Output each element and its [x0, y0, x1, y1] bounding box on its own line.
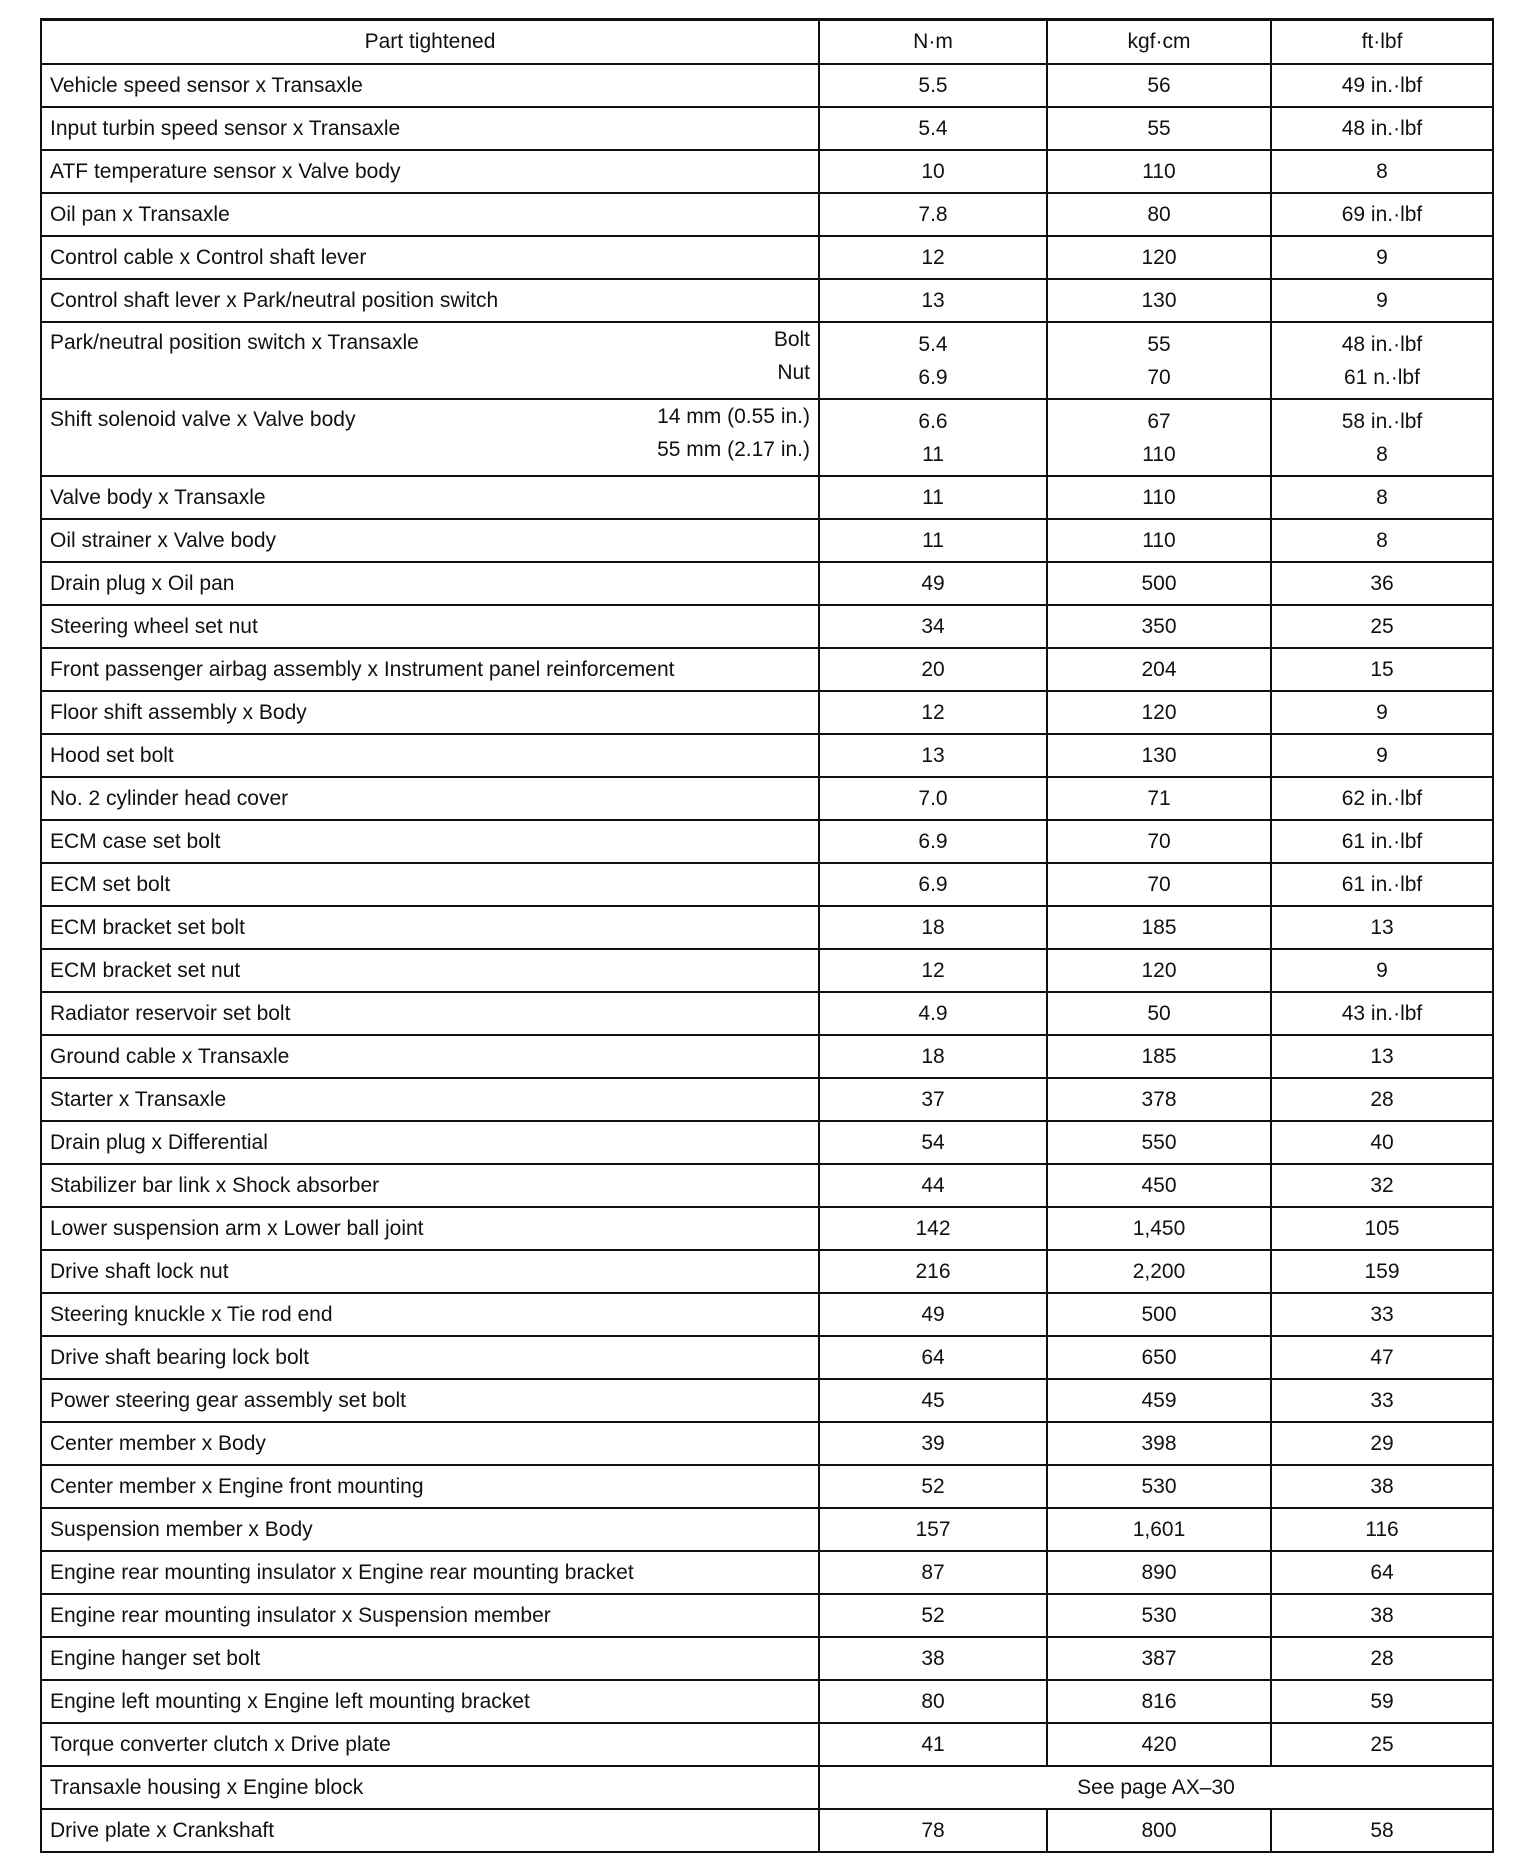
- value-cell-kgf: 420: [1047, 1723, 1271, 1766]
- value-cell-nm: 5.4: [819, 107, 1047, 150]
- value-cell-kgf: 120: [1047, 691, 1271, 734]
- table-row: [41, 1551, 1493, 1594]
- table-row: [41, 476, 1493, 519]
- value-cell-ft: 40: [1271, 1121, 1493, 1164]
- table-row: [41, 820, 1493, 863]
- value-cell-nm: 80: [819, 1680, 1047, 1723]
- header-nm: N·m: [819, 20, 1047, 65]
- value-cell-ft: 9: [1271, 734, 1493, 777]
- value-cell-ft: 43 in.·lbf: [1271, 992, 1493, 1035]
- part-cell: Engine left mounting x Engine left mounting bracket: [41, 1680, 819, 1723]
- value-cell-ft: 9: [1271, 691, 1493, 734]
- table-row: [41, 1680, 1493, 1723]
- value-cell-nm: [819, 399, 1047, 476]
- table-row: [41, 1594, 1493, 1637]
- value-cell-ft: 62 in.·lbf: [1271, 777, 1493, 820]
- table-row: [41, 64, 1493, 107]
- table-row: [41, 1035, 1493, 1078]
- value-cell-nm: 6.9: [819, 820, 1047, 863]
- value-cell-nm: 12: [819, 691, 1047, 734]
- value-cell-nm: 142: [819, 1207, 1047, 1250]
- header-part: Part tightened: [41, 20, 819, 65]
- value-cell-kgf: 55: [1047, 107, 1271, 150]
- part-cell: Power steering gear assembly set bolt: [41, 1379, 819, 1422]
- value-cell-nm: 78: [819, 1809, 1047, 1852]
- value-cell-kgf: 56: [1047, 64, 1271, 107]
- table-row: [41, 1637, 1493, 1680]
- table-row: [41, 1164, 1493, 1207]
- table-row: [41, 1121, 1493, 1164]
- value-cell-ft: 38: [1271, 1594, 1493, 1637]
- part-cell: Drain plug x Differential: [41, 1121, 819, 1164]
- value-cell-kgf: 130: [1047, 279, 1271, 322]
- part-cell: [41, 322, 819, 399]
- value-cell-nm: 7.0: [819, 777, 1047, 820]
- value-cell-kgf: 500: [1047, 1293, 1271, 1336]
- value-kgf: 70: [1147, 365, 1171, 389]
- part-cell: Drain plug x Oil pan: [41, 562, 819, 605]
- value-cell-kgf: 378: [1047, 1078, 1271, 1121]
- variant-label: Bolt: [773, 328, 810, 351]
- part-cell: Drive shaft bearing lock bolt: [41, 1336, 819, 1379]
- value-cell-nm: 7.8: [819, 193, 1047, 236]
- value-ft: 8: [1376, 442, 1388, 466]
- part-cell: Steering knuckle x Tie rod end: [41, 1293, 819, 1336]
- table-row: [41, 1078, 1493, 1121]
- value-cell-kgf: 530: [1047, 1594, 1271, 1637]
- part-cell: Oil strainer x Valve body: [41, 519, 819, 562]
- value-cell-nm: 216: [819, 1250, 1047, 1293]
- value-cell-nm: 11: [819, 519, 1047, 562]
- value-cell-ft: 33: [1271, 1293, 1493, 1336]
- value-cell-ft: 47: [1271, 1336, 1493, 1379]
- value-cell-kgf: 450: [1047, 1164, 1271, 1207]
- table-row: [41, 322, 1493, 399]
- value-cell-nm: 18: [819, 1035, 1047, 1078]
- value-cell-ft: 28: [1271, 1078, 1493, 1121]
- value-cell-nm: 38: [819, 1637, 1047, 1680]
- value-cell-kgf: 110: [1047, 519, 1271, 562]
- value-cell-kgf: 120: [1047, 949, 1271, 992]
- part-cell: Control shaft lever x Park/neutral position switch: [41, 279, 819, 322]
- value-cell-ft: 13: [1271, 906, 1493, 949]
- part-cell: Starter x Transaxle: [41, 1078, 819, 1121]
- value-cell-nm: 44: [819, 1164, 1047, 1207]
- table-row: [41, 949, 1493, 992]
- part-cell: Steering wheel set nut: [41, 605, 819, 648]
- part-cell: Engine rear mounting insulator x Suspension member: [41, 1594, 819, 1637]
- part-cell: Valve body x Transaxle: [41, 476, 819, 519]
- part-cell: Hood set bolt: [41, 734, 819, 777]
- value-cell-ft: 8: [1271, 150, 1493, 193]
- value-cell-nm: 87: [819, 1551, 1047, 1594]
- part-cell: Center member x Body: [41, 1422, 819, 1465]
- value-cell-kgf: 500: [1047, 562, 1271, 605]
- value-cell-nm: 13: [819, 734, 1047, 777]
- table-row: [41, 1293, 1493, 1336]
- value-cell-kgf: 120: [1047, 236, 1271, 279]
- value-cell-kgf: [1047, 399, 1271, 476]
- value-cell-kgf: 185: [1047, 906, 1271, 949]
- value-cell-kgf: 350: [1047, 605, 1271, 648]
- table-row: [41, 236, 1493, 279]
- value-kgf: 110: [1142, 442, 1176, 466]
- table-row: [41, 777, 1493, 820]
- value-cell-ft: 48 in.·lbf: [1271, 107, 1493, 150]
- value-nm: 6.6: [918, 409, 948, 433]
- part-cell: Torque converter clutch x Drive plate: [41, 1723, 819, 1766]
- value-stack: [1056, 405, 1262, 471]
- value-cell-ft: 9: [1271, 949, 1493, 992]
- value-cell-kgf: 80: [1047, 193, 1271, 236]
- value-cell-kgf: 1,601: [1047, 1508, 1271, 1551]
- value-cell-ft: 28: [1271, 1637, 1493, 1680]
- value-cell-ft: 38: [1271, 1465, 1493, 1508]
- value-cell-kgf: 70: [1047, 820, 1271, 863]
- value-cell-kgf: 130: [1047, 734, 1271, 777]
- table-row: [41, 1207, 1493, 1250]
- part-cell: Drive shaft lock nut: [41, 1250, 819, 1293]
- value-nm: 5.4: [918, 332, 948, 356]
- value-cell-ft: 58: [1271, 1809, 1493, 1852]
- part-cell: Engine rear mounting insulator x Engine rear mounting bracket: [41, 1551, 819, 1594]
- value-cell-ft: 9: [1271, 279, 1493, 322]
- value-cell-kgf: 530: [1047, 1465, 1271, 1508]
- table-row: [41, 1422, 1493, 1465]
- part-cell: Drive plate x Crankshaft: [41, 1809, 819, 1852]
- part-cell: Front passenger airbag assembly x Instrument panel reinforcement: [41, 648, 819, 691]
- value-cell-kgf: 459: [1047, 1379, 1271, 1422]
- variant-labels: [774, 323, 810, 389]
- value-cell-nm: 54: [819, 1121, 1047, 1164]
- table-row: [41, 150, 1493, 193]
- value-cell-ft: 36: [1271, 562, 1493, 605]
- value-cell-kgf: 204: [1047, 648, 1271, 691]
- table-row: [41, 1465, 1493, 1508]
- part-name: Shift solenoid valve x Valve body: [50, 408, 356, 431]
- value-cell-ft: 8: [1271, 519, 1493, 562]
- value-cell-ft: 32: [1271, 1164, 1493, 1207]
- value-cell-kgf: 398: [1047, 1422, 1271, 1465]
- value-kgf: 55: [1147, 332, 1171, 356]
- value-cell-nm: 12: [819, 236, 1047, 279]
- part-name: Park/neutral position switch x Transaxle: [50, 331, 419, 354]
- value-cell-nm: 13: [819, 279, 1047, 322]
- value-cell-ft: 29: [1271, 1422, 1493, 1465]
- value-cell-ft: 25: [1271, 1723, 1493, 1766]
- value-cell-nm: 11: [819, 476, 1047, 519]
- value-cell-nm: 6.9: [819, 863, 1047, 906]
- value-cell-kgf: 50: [1047, 992, 1271, 1035]
- value-cell-ft: 13: [1271, 1035, 1493, 1078]
- value-nm: 6.9: [918, 365, 948, 389]
- part-cell: Control cable x Control shaft lever: [41, 236, 819, 279]
- value-stack: [1280, 405, 1484, 471]
- value-cell-nm: 41: [819, 1723, 1047, 1766]
- table-row: [41, 734, 1493, 777]
- table-row: [41, 1250, 1493, 1293]
- value-nm: 11: [922, 442, 944, 466]
- value-cell-ft: 64: [1271, 1551, 1493, 1594]
- value-cell-nm: 37: [819, 1078, 1047, 1121]
- value-ft: 58 in.·lbf: [1341, 409, 1423, 433]
- part-wrap: [50, 400, 810, 475]
- value-cell-ft: 49 in.·lbf: [1271, 64, 1493, 107]
- value-cell-kgf: 2,200: [1047, 1250, 1271, 1293]
- value-cell-ft: 33: [1271, 1379, 1493, 1422]
- value-cell-ft: 8: [1271, 476, 1493, 519]
- value-cell-nm: 18: [819, 906, 1047, 949]
- table-row: [41, 107, 1493, 150]
- part-wrap: [50, 323, 810, 398]
- value-cell-ft: 105: [1271, 1207, 1493, 1250]
- value-stack: [828, 328, 1038, 394]
- value-cell-nm: 64: [819, 1336, 1047, 1379]
- value-ft: 48 in.·lbf: [1341, 332, 1423, 356]
- part-cell: Transaxle housing x Engine block: [41, 1766, 819, 1809]
- value-stack: [1056, 328, 1262, 394]
- variant-label: Nut: [777, 361, 810, 384]
- table-row: [41, 906, 1493, 949]
- value-cell-nm: 49: [819, 562, 1047, 605]
- value-cell-kgf: 70: [1047, 863, 1271, 906]
- value-cell-kgf: 816: [1047, 1680, 1271, 1723]
- table-row: [41, 519, 1493, 562]
- part-cell: Oil pan x Transaxle: [41, 193, 819, 236]
- value-cell-kgf: 890: [1047, 1551, 1271, 1594]
- table-row: [41, 562, 1493, 605]
- part-cell: Radiator reservoir set bolt: [41, 992, 819, 1035]
- value-cell-nm: 5.5: [819, 64, 1047, 107]
- value-cell-ft: 59: [1271, 1680, 1493, 1723]
- table-row: [41, 648, 1493, 691]
- value-cell-ft: [1271, 399, 1493, 476]
- variant-label: 55 mm (2.17 in.): [657, 438, 810, 461]
- part-cell: ECM bracket set bolt: [41, 906, 819, 949]
- variant-labels: [657, 400, 810, 466]
- part-cell: [41, 399, 819, 476]
- header-ftlbf: ft·lbf: [1271, 20, 1493, 65]
- note-cell: See page AX–30: [819, 1766, 1493, 1809]
- part-cell: Center member x Engine front mounting: [41, 1465, 819, 1508]
- value-stack: [828, 405, 1038, 471]
- value-cell-ft: 61 in.·lbf: [1271, 863, 1493, 906]
- part-cell: No. 2 cylinder head cover: [41, 777, 819, 820]
- value-cell-ft: 69 in.·lbf: [1271, 193, 1493, 236]
- table-row: [41, 1336, 1493, 1379]
- table-row: [41, 1379, 1493, 1422]
- value-cell-kgf: 1,450: [1047, 1207, 1271, 1250]
- part-cell: Engine hanger set bolt: [41, 1637, 819, 1680]
- value-cell-kgf: 71: [1047, 777, 1271, 820]
- torque-spec-table: [40, 18, 1494, 1853]
- table-row: [41, 279, 1493, 322]
- part-cell: ATF temperature sensor x Valve body: [41, 150, 819, 193]
- part-cell: ECM bracket set nut: [41, 949, 819, 992]
- header-row: [41, 20, 1493, 65]
- table-row: [41, 992, 1493, 1035]
- value-cell-ft: [1271, 322, 1493, 399]
- table-row: [41, 863, 1493, 906]
- value-cell-nm: 52: [819, 1594, 1047, 1637]
- value-cell-kgf: 650: [1047, 1336, 1271, 1379]
- table-row: [41, 691, 1493, 734]
- value-cell-nm: 20: [819, 648, 1047, 691]
- table-row: [41, 605, 1493, 648]
- table-row: [41, 1766, 1493, 1809]
- value-cell-nm: 34: [819, 605, 1047, 648]
- value-cell-nm: 4.9: [819, 992, 1047, 1035]
- table-row: [41, 1723, 1493, 1766]
- value-cell-kgf: 550: [1047, 1121, 1271, 1164]
- part-cell: Stabilizer bar link x Shock absorber: [41, 1164, 819, 1207]
- value-cell-ft: 15: [1271, 648, 1493, 691]
- value-cell-kgf: 800: [1047, 1809, 1271, 1852]
- variant-label: 14 mm (0.55 in.): [657, 405, 810, 428]
- table-body: [41, 64, 1493, 1852]
- value-cell-nm: 12: [819, 949, 1047, 992]
- table-row: [41, 1508, 1493, 1551]
- part-cell: Input turbin speed sensor x Transaxle: [41, 107, 819, 150]
- value-cell-ft: 159: [1271, 1250, 1493, 1293]
- value-stack: [1280, 328, 1484, 394]
- value-cell-nm: [819, 322, 1047, 399]
- value-cell-ft: 116: [1271, 1508, 1493, 1551]
- table-row: [41, 193, 1493, 236]
- value-cell-nm: 49: [819, 1293, 1047, 1336]
- table-row: [41, 399, 1493, 476]
- part-cell: ECM set bolt: [41, 863, 819, 906]
- value-cell-kgf: 110: [1047, 476, 1271, 519]
- value-ft: 61 n.·lbf: [1344, 365, 1420, 389]
- value-cell-ft: 61 in.·lbf: [1271, 820, 1493, 863]
- value-cell-ft: 9: [1271, 236, 1493, 279]
- value-cell-nm: 39: [819, 1422, 1047, 1465]
- value-kgf: 67: [1147, 409, 1171, 433]
- part-cell: ECM case set bolt: [41, 820, 819, 863]
- table-row: [41, 1809, 1493, 1852]
- header-kgfcm: kgf·cm: [1047, 20, 1271, 65]
- value-cell-nm: 10: [819, 150, 1047, 193]
- part-cell: Lower suspension arm x Lower ball joint: [41, 1207, 819, 1250]
- value-cell-kgf: 387: [1047, 1637, 1271, 1680]
- value-cell-kgf: 185: [1047, 1035, 1271, 1078]
- value-cell-nm: 157: [819, 1508, 1047, 1551]
- part-cell: Ground cable x Transaxle: [41, 1035, 819, 1078]
- value-cell-kgf: [1047, 322, 1271, 399]
- part-cell: Suspension member x Body: [41, 1508, 819, 1551]
- value-cell-nm: 45: [819, 1379, 1047, 1422]
- part-cell: Floor shift assembly x Body: [41, 691, 819, 734]
- value-cell-nm: 52: [819, 1465, 1047, 1508]
- value-cell-kgf: 110: [1047, 150, 1271, 193]
- value-cell-ft: 25: [1271, 605, 1493, 648]
- part-cell: Vehicle speed sensor x Transaxle: [41, 64, 819, 107]
